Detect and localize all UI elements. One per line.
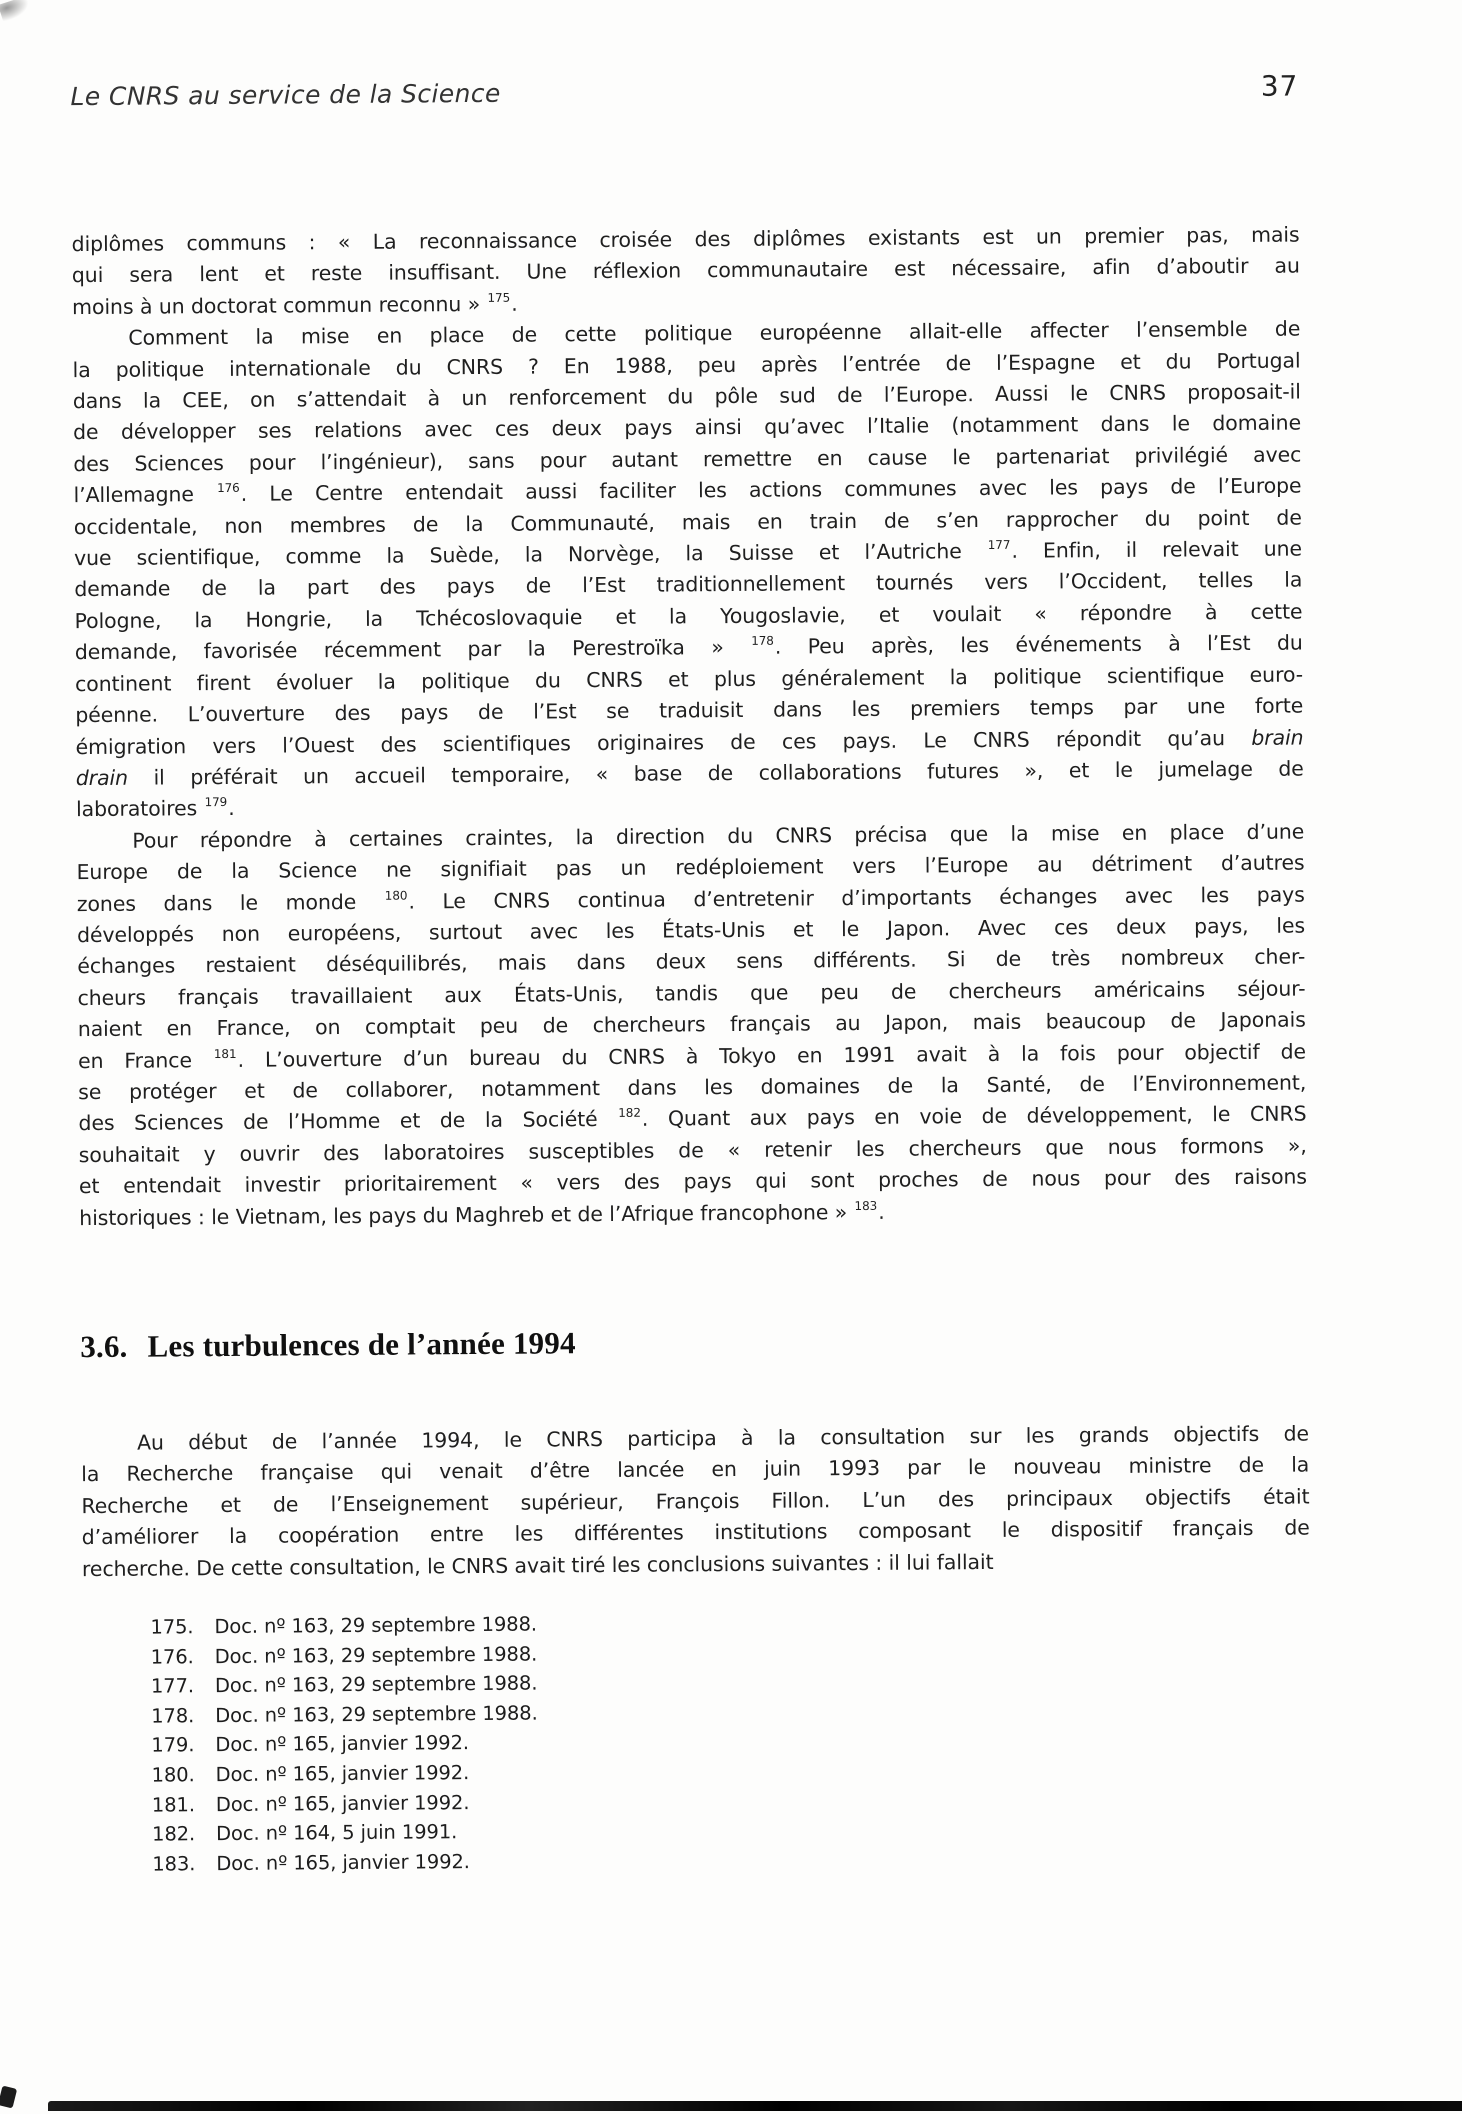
footnote-text: Doc. nº 163, 29 septembre 1988. [215, 1701, 538, 1727]
text-line: échanges restaient déséquilibrés, mais dans deux sens différents. Si de très nombreux cher- [77, 944, 1306, 979]
footnote-marker: 180 [384, 888, 408, 903]
text-line: Europe de la Science ne signifiait pas un redéploiement vers l’Europe au détriment d’autres [76, 850, 1305, 885]
text-line: qui sera lent et reste insuffisant. Une réflexion communautaire est nécessaire, afin d’aboutir au [71, 253, 1300, 288]
text-line: historiques : le Vietnam, les pays du Maghreb et de l’Afrique francophone » $^{183}$. [79, 1198, 885, 1230]
footnote-number: 177. [150, 1674, 195, 1698]
text-line: développés non européens, surtout avec les États-Unis et le Japon. Avec ces deux pays, les [76, 913, 1306, 948]
section-heading [80, 1315, 1308, 1369]
paragraph [71, 220, 1300, 324]
page-number: 37 [1260, 69, 1299, 103]
footnote-text: Doc. nº 165, janvier 1992. [215, 1761, 470, 1787]
text-line: demande, favorisée récemment par la Perestroïka » $^{178}$. Peu après, les événements à l’Est du [74, 630, 1303, 665]
text-line: l’Allemagne $^{176}$. Le Centre entendait aussi faciliter les actions communes avec les pays de l’Europe [73, 473, 1302, 508]
text-line: émigration vers l’Ouest des scientifiques originaires de ces pays. Le CNRS répondit qu’au brain [75, 724, 1304, 759]
section-after-heading [81, 1418, 1310, 1585]
section-heading-number: 3.6. [80, 1328, 128, 1365]
text-line: drain il préférait un accueil temporaire, « base de collaborations futures », et le jumelage de [75, 756, 1304, 791]
footnote-text: Doc. nº 163, 29 septembre 1988. [214, 1642, 538, 1668]
footnote-number: 175. [150, 1615, 194, 1639]
footnote-number: 178. [151, 1704, 195, 1728]
running-title: Le CNRS au service de la Science [70, 78, 501, 112]
italic-text: brain [1251, 724, 1304, 750]
footnote-marker: 183 [854, 1198, 878, 1213]
footnote-marker: 178 [751, 633, 774, 649]
text-line: des Sciences pour l’ingénieur), sans pour autant remettre en cause le partenariat privilégié avec [73, 442, 1302, 476]
footnote-text: Doc. nº 163, 29 septembre 1988. [214, 1671, 538, 1698]
footnote-text: Doc. nº 165, janvier 1992. [215, 1790, 470, 1816]
text-line: se protéger et de collaborer, notamment dans les domaines de la Santé, de l’Environnement, [78, 1070, 1307, 1105]
text-line: laboratoires $^{179}$. [75, 795, 235, 822]
text-line: naient en France, on comptait peu de chercheurs français au Japon, mais beaucoup de Japonais [77, 1007, 1306, 1042]
footnote-number: 183. [152, 1852, 196, 1876]
text-line: cheurs français travaillaient aux États-Unis, tandis que peu de chercheurs américains séjour- [77, 976, 1306, 1010]
text-line: recherche. De cette consultation, le CNRS avait tiré les conclusions suivantes : il lui fallait [81, 1549, 994, 1581]
footnote-marker: 181 [213, 1046, 237, 1061]
italic-text: drain [75, 765, 129, 791]
text-line: la politique internationale du CNRS ? En 1988, peu après l’entrée de l’Espagne et du Portugal [72, 348, 1301, 382]
text-line: zones dans le monde $^{180}$. Le CNRS continua d’entretenir d’importants échanges avec les pays [76, 882, 1305, 916]
footnote-number: 180. [151, 1763, 195, 1787]
footnote-number: 182. [151, 1822, 196, 1846]
text-line: Recherche et de l’Enseignement supérieur, François Fillon. L’un des principaux objectifs était [81, 1484, 1310, 1518]
scan-edge-artifact [48, 2101, 1462, 2111]
footnote-text: Doc. nº 165, janvier 1992. [216, 1849, 470, 1875]
footnote-marker: 176 [216, 481, 240, 496]
text-line: péenne. L’ouverture des pays de l’Est se traduisit dans les premiers temps par une forte [75, 693, 1304, 728]
paragraph [81, 1418, 1310, 1585]
text-line: dans la CEE, on s’attendait à un renforcement du pôle sud de l’Europe. Aussi le CNRS proposait-il [72, 379, 1301, 414]
text-line: d’améliorer la coopération entre les différentes institutions composant le dispositif français de [81, 1515, 1310, 1550]
footnote-marker: 182 [618, 1106, 641, 1121]
footnote-number: 176. [150, 1644, 194, 1669]
footnote-marker: 175 [487, 290, 511, 305]
text-line: vue scientifique, comme la Suède, la Norvège, la Suisse et l’Autriche $^{177}$. Enfin, il relevait une [73, 536, 1303, 571]
text-line: de développer ses relations avec ces deux pays ainsi qu’avec l’Italie (notamment dans le domaine [72, 410, 1302, 445]
text-line: demande de la part des pays de l’Est traditionnellement tournés vers l’Occident, telles la [74, 567, 1303, 602]
footnote-number: 179. [151, 1733, 195, 1757]
text-line: des Sciences de l’Homme et de la Société $^{182}$. Quant aux pays en voie de développement, le CNRS [78, 1101, 1307, 1136]
footnote-marker: 179 [204, 795, 228, 810]
footnote-text: Doc. nº 165, janvier 1992. [215, 1731, 470, 1757]
text-line: la Recherche française qui venait d’être lancée en juin 1993 par le nouveau ministre de la [81, 1452, 1310, 1487]
footnote-text: Doc. nº 163, 29 septembre 1988. [214, 1612, 538, 1639]
text-line: occidentale, non membres de la Communauté, mais en train de s’en rapprocher du point de [73, 505, 1302, 539]
text-line: moins à un doctorat commun reconnu » $^{175}$. [71, 290, 518, 319]
footnote-marker: 177 [987, 537, 1011, 553]
text-line: en France $^{181}$. L’ouverture d’un bureau du CNRS à Tokyo en 1991 avait à la fois pour objectif de [77, 1039, 1307, 1073]
footnotes-block [82, 1603, 1312, 1879]
paragraph [72, 314, 1304, 826]
section-before-heading [71, 220, 1307, 1235]
text-line: et entendait investir prioritairement « vers des pays qui sont proches de nous pour des raisons [78, 1164, 1308, 1199]
body-text-column [71, 220, 1312, 1880]
text-line: continent firent évoluer la politique du CNRS et plus généralement la politique scientifique euro- [74, 662, 1304, 696]
text-line: souhaitait y ouvrir des laboratoires susceptibles de « retenir les chercheurs que nous formons », [78, 1133, 1307, 1167]
text-line: Pour répondre à certaines craintes, la direction du CNRS précisa que la mise en place d’une [132, 819, 1305, 853]
section-heading-title: Les turbulences de l’année 1994 [147, 1325, 576, 1364]
paragraph [76, 816, 1307, 1234]
text-line: Comment la mise en place de cette politique européenne allait-elle affecter l’ensemble de [128, 316, 1301, 350]
running-header [70, 70, 1298, 113]
text-line: Au début de l’année 1994, le CNRS participa à la consultation sur les grands objectifs de [136, 1421, 1310, 1455]
text-line: Pologne, la Hongrie, la Tchécoslovaquie et la Yougoslavie, et voulait « répondre à cette [74, 599, 1303, 634]
footnote-number: 181. [151, 1792, 195, 1817]
footnote-text: Doc. nº 164, 5 juin 1991. [215, 1820, 458, 1846]
text-line: diplômes communs : « La reconnaissance croisée des diplômes existants est un premier pas, mais [71, 222, 1300, 257]
